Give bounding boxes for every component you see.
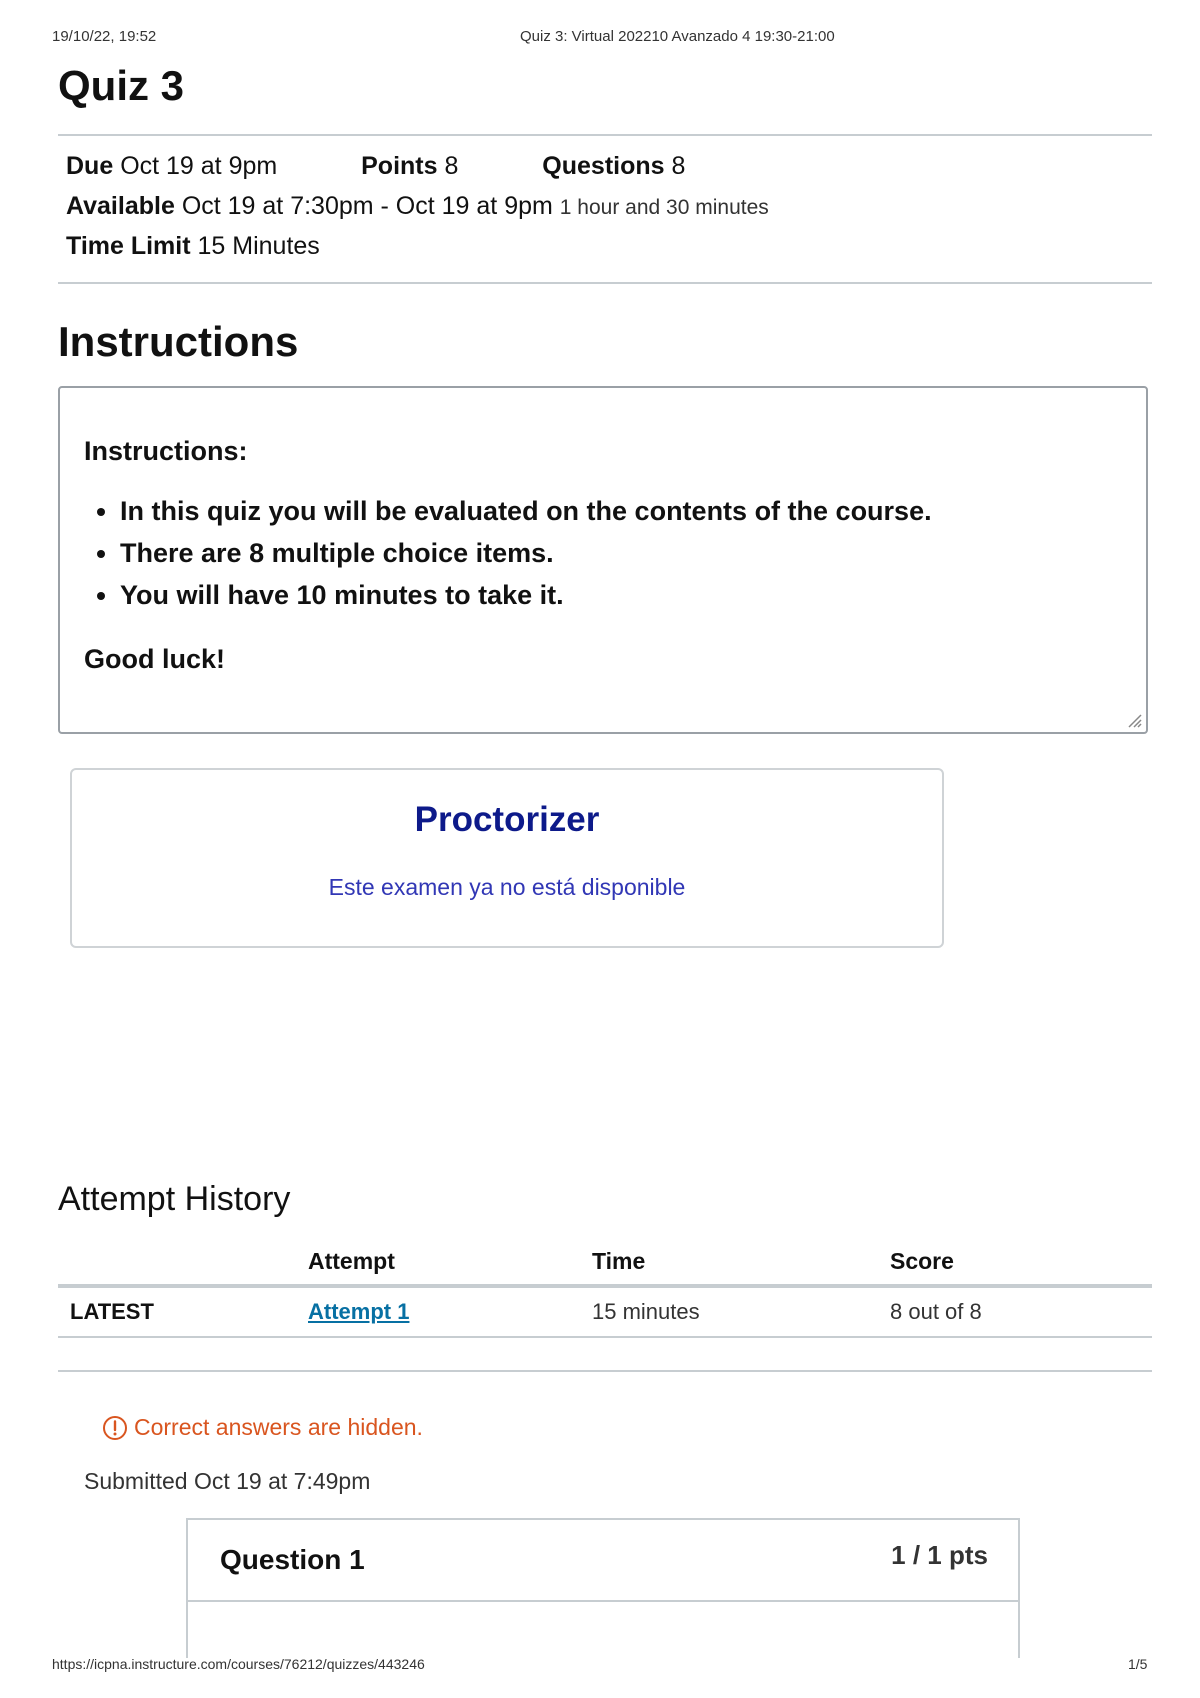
- hidden-note-text: Correct answers are hidden.: [134, 1414, 423, 1440]
- instructions-box-heading: Instructions:: [84, 436, 248, 466]
- submitted-timestamp: Submitted Oct 19 at 7:49pm: [84, 1468, 371, 1494]
- proctorizer-panel: [70, 768, 944, 948]
- attempt-cell: [308, 1286, 592, 1337]
- attempt-link[interactable]: Attempt 1: [308, 1299, 410, 1324]
- quiz-meta-row-1: [66, 152, 685, 181]
- due-label: Due: [66, 152, 114, 180]
- list-item: • You will have 10 minutes to take it.: [120, 574, 932, 616]
- question-points: 1 / 1 pts: [891, 1540, 988, 1570]
- instructions-list: [84, 490, 932, 616]
- available-label: Available: [66, 192, 175, 220]
- attempt-history-table: [58, 1240, 1152, 1338]
- available-value: Oct 19 at 7:30pm - Oct 19 at 9pm: [181, 192, 553, 220]
- question-card: [186, 1518, 1020, 1658]
- latest-tag: LATEST: [58, 1286, 308, 1337]
- column-header-score: Score: [890, 1240, 1152, 1286]
- questions-label: Questions: [542, 152, 665, 180]
- divider: [58, 1370, 1152, 1372]
- time-limit-label: Time Limit: [66, 232, 191, 260]
- score-cell: 8 out of 8: [890, 1286, 1152, 1337]
- list-item: • In this quiz you will be evaluated on the contents of the course.: [120, 490, 932, 532]
- column-header-attempt: Attempt: [308, 1240, 592, 1286]
- questions-value: 8: [671, 152, 686, 180]
- available-duration: 1 hour and 30 minutes: [559, 196, 769, 219]
- instructions-closing: Good luck!: [84, 644, 225, 674]
- points-value: 8: [444, 152, 459, 180]
- points-label: Points: [361, 152, 438, 180]
- attempt-history-heading: Attempt History: [58, 1180, 291, 1218]
- print-page-number: 1/5: [1128, 1656, 1148, 1672]
- table-row: [58, 1286, 1152, 1337]
- proctorizer-message: Este examen ya no está disponible: [328, 874, 686, 900]
- table-header-row: [58, 1240, 1152, 1286]
- column-header: [58, 1240, 308, 1286]
- question-title: Question 1: [220, 1544, 365, 1575]
- divider: [58, 134, 1152, 136]
- instructions-box: [58, 386, 1148, 734]
- divider: [58, 282, 1152, 284]
- print-datetime: 19/10/22, 19:52: [52, 28, 157, 45]
- page-title: Quiz 3: [58, 62, 185, 109]
- resize-handle-icon[interactable]: [1126, 712, 1142, 728]
- question-header: [188, 1520, 1018, 1602]
- time-cell: 15 minutes: [592, 1286, 890, 1337]
- due-value: Oct 19 at 9pm: [120, 152, 278, 180]
- warning-icon: [102, 1415, 128, 1441]
- time-limit-value: 15 Minutes: [197, 232, 320, 260]
- proctorizer-title: Proctorizer: [414, 800, 600, 839]
- column-header-time: Time: [592, 1240, 890, 1286]
- print-url: https://icpna.instructure.com/courses/76212/quizzes/443246: [52, 1656, 425, 1672]
- correct-answers-hidden-notice: [102, 1414, 423, 1441]
- instructions-heading: Instructions: [58, 318, 299, 365]
- list-item: • There are 8 multiple choice items.: [120, 532, 932, 574]
- quiz-meta-row-2: [66, 192, 769, 221]
- quiz-meta-row-3: [66, 232, 320, 261]
- print-doc-title: Quiz 3: Virtual 202210 Avanzado 4 19:30-21:00: [520, 28, 835, 45]
